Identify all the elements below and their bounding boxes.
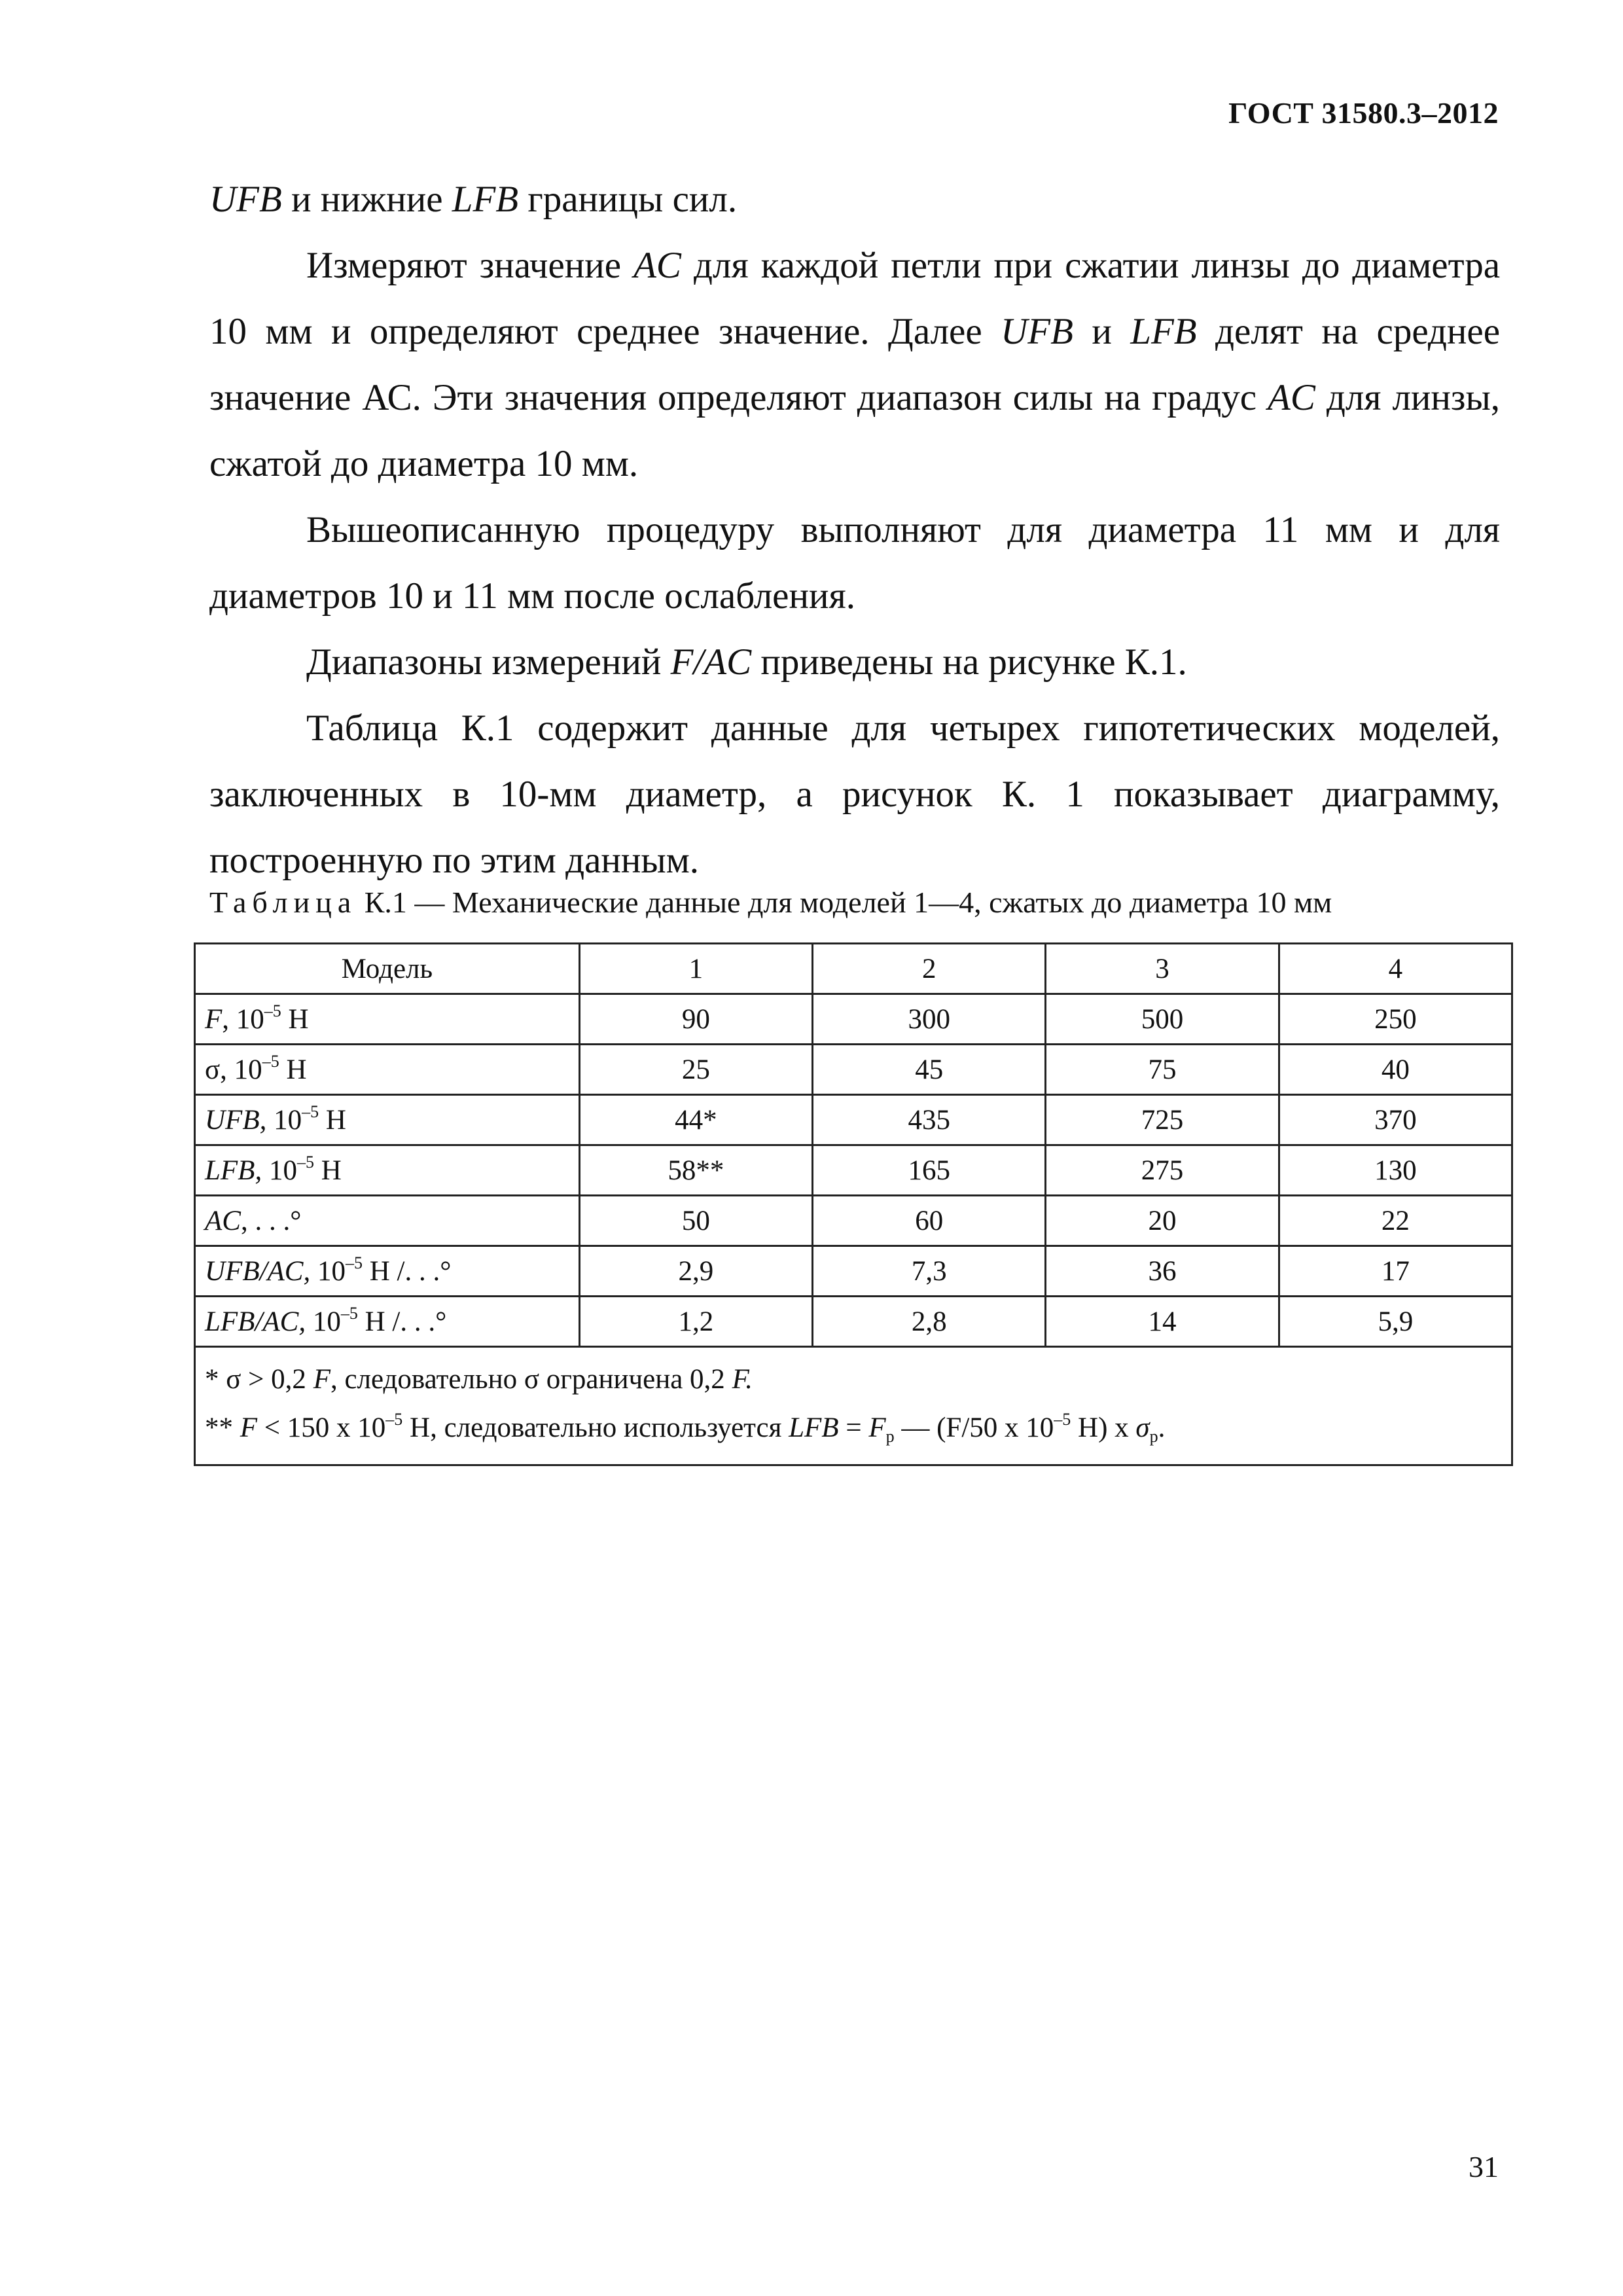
table-notes-row [195,1347,1512,1465]
note-2: ** F < 150 х $10^{-5}$ Н, следовательно используется LFB = $F_р$ — (F/50 х $10^{-5}$ Н) х $\sigma_р$. [205,1410,1166,1446]
table-cell: 300 [813,994,1046,1045]
table-cell: 435 [813,1095,1046,1145]
table-cell: 725 [1046,1095,1279,1145]
header-cell: 1 [579,944,812,994]
table-cell: 75 [1046,1045,1279,1095]
table-cell: 5,9 [1279,1297,1512,1347]
table-row [195,1095,1512,1145]
paragraph-3: Вышеописанную процедуру выполняют для диаметра 11 мм и для диаметров 10 и 11 мм после ослабления. [209,509,1500,617]
table-cell: 58** [579,1145,812,1196]
table-row [195,1297,1512,1347]
header-cell: 4 [1279,944,1512,994]
table-row [195,1145,1512,1196]
table-cell: 50 [579,1196,812,1246]
row-label: UFB, $10^{-5}$ Н [195,1095,580,1145]
table-cell: 275 [1046,1145,1279,1196]
paragraph-2: Измеряют значение AC для каждой петли при сжатии линзы до диаметра 10 мм и определяют среднее значение. Далее UFB и LFB делят на среднее значение АС. Эти значения определяют диапазон силы на градус AC для линзы, сжатой до диаметра 10 мм. [209,245,1501,484]
mechanical-data-table [194,942,1513,1466]
row-label: AC, . . .° [195,1196,580,1246]
table-row [195,994,1512,1045]
table-cell: 250 [1279,994,1512,1045]
table-row [195,1246,1512,1297]
table-notes [195,1347,1512,1465]
header-cell: 2 [813,944,1046,994]
table-cell: 370 [1279,1095,1512,1145]
table-cell: 17 [1279,1246,1512,1297]
table-cell: 25 [579,1045,812,1095]
table-cell: 20 [1046,1196,1279,1246]
row-label: UFB/AC, $10^{-5}$ Н /. . .° [195,1246,580,1297]
table-cell: 2,9 [579,1246,812,1297]
table-cell: 60 [813,1196,1046,1246]
row-label: LFB/AC, $10^{-5}$ Н /. . .° [195,1297,580,1347]
term-f-ac: F/AC [670,641,752,683]
header-cell: 3 [1046,944,1279,994]
table-caption: Таблица К.1 — Механические данные для моделей 1—4, сжатых до диаметра 10 мм [209,886,1332,919]
row-label: LFB, $10^{-5}$ Н [195,1145,580,1196]
table-cell: 7,3 [813,1246,1046,1297]
table-cell: 14 [1046,1297,1279,1347]
note-1: * σ > 0,2 F, следовательно σ ограничена 0,2 F. [205,1364,753,1395]
table-cell: 36 [1046,1246,1279,1297]
header-cell-model: Модель [195,944,580,994]
table-cell: 500 [1046,994,1279,1045]
page-number: 31 [1469,2150,1499,2183]
term-lfb: LFB [452,179,519,220]
table-cell: 130 [1279,1145,1512,1196]
document-header: ГОСТ 31580.3–2012 [1228,96,1499,130]
table-cell: 1,2 [579,1297,812,1347]
body-text [209,166,1500,893]
term-ac: AC [1268,377,1315,418]
table-cell: 90 [579,994,812,1045]
term-ac: AC [633,245,681,286]
row-label: σ, $10^{-5}$ Н [195,1045,580,1095]
table-cell: 40 [1279,1045,1512,1095]
table-cell: 45 [813,1045,1046,1095]
table-row [195,1196,1512,1246]
table-header-row [195,944,1512,994]
row-label: F, $10^{-5}$ Н [195,994,580,1045]
table-cell: 44* [579,1095,812,1145]
term-lfb: LFB [1130,311,1197,352]
table-row [195,1045,1512,1095]
paragraph-4: Диапазоны измерений F/AC приведены на рисунке К.1. [306,641,1187,683]
term-ufb: UFB [1001,311,1073,352]
term-ufb: UFB [209,179,282,220]
paragraph-1: UFB и нижние LFB границы сил. [209,179,738,220]
table-cell: 165 [813,1145,1046,1196]
paragraph-5: Таблица К.1 содержит данные для четырех гипотетических моделей, заключенных в 10-мм диаметр, а рисунок К. 1 показывает диаграмму, построенную по этим данным. [209,708,1500,881]
table-cell: 2,8 [813,1297,1046,1347]
table-cell: 22 [1279,1196,1512,1246]
